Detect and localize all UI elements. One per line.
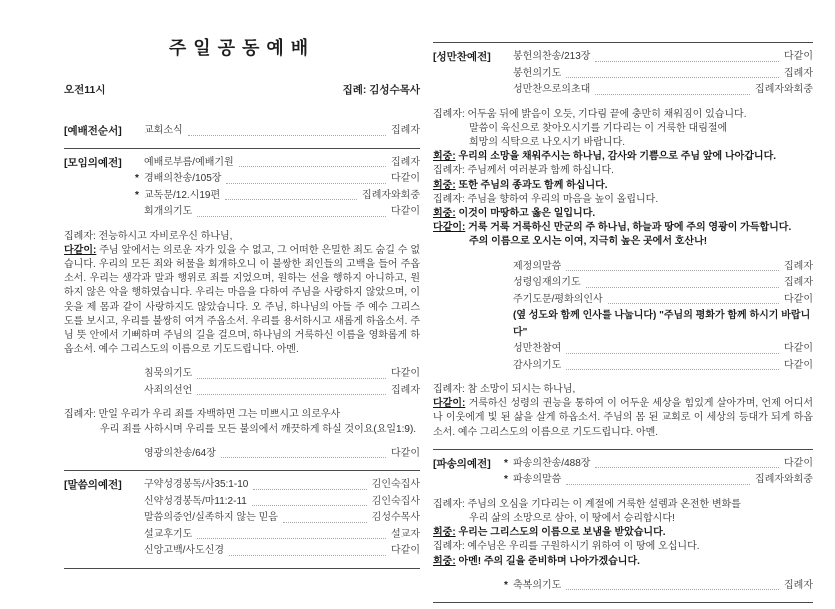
liturgy-line: 회중: 아멘! 주의 길을 준비하며 나아가겠습니다. [433,555,640,567]
order-row [513,66,813,83]
order-role: 설교자 [391,528,420,540]
order-item: 주기도문/평화의인사 [513,293,603,305]
order-item: 축복의기도 [513,579,562,591]
liturgy-line: 우리 죄를 사하시며 우리를 모든 불의에서 깨끗하게 하실 것이요(요일1:9). [100,423,417,435]
order-row [504,472,813,489]
section-label: [파송의예전] [433,457,491,470]
section-label: [예배전순서] [64,125,122,137]
liturgy-paragraph [433,108,813,250]
order-item: 예배로부름/예배기원 [144,156,234,168]
order-row [144,204,420,221]
liturgy-line: 다같이: 주님 앞에서는 의로운 자가 있을 수 없고, 그 어떠한 은밀한 죄도 숨길 수 없습니다. 우리의 모든 죄와 허물을 회개하오니 이 불쌍한 죄인들의 고백을 들어 주옵소서. 우리는 생각과 말과 행위로 죄를 지었으며, 원하는 선을 행하지 아니하고, 원하지 않은 악을 행하였습니다. 우리는 마음을 다하여 주님을 사랑하지 않았으며, 이웃을 제 몸과 같이 사랑하지도 않았습니다. 오 주님, 하나님의 아들 주 예수 그리스도를 보시고, 우리를 불쌍히 여겨 주옵소서. 우리를 용서하시고 새롭게 하옵소서. 주님 뜻 안에서 기뻐하며 주님의 길을 걸으며, 하나님의 거룩하신 이름을 영화롭게 하옵소서. 예수 그리스도의 이름으로 기도드립니다. 아멘. [64,244,420,356]
order-row [144,155,420,172]
order-row [144,543,420,560]
liturgy-line: 집례자: 어두움 뒤에 밝음이 오듯, 기다림 끝에 충만히 채워짐이 있습니다. [433,108,747,120]
order-item: 성령임재의기도 [513,277,581,289]
liturgy-line: 회중: 우리의 소망을 채워주시는 하나님, 감사와 기쁨으로 주님 앞에 나아갑니다. [433,151,777,163]
speaker-label: 집례자: [433,498,465,510]
order-item: 설교후기도 [144,528,193,540]
dotted-leader [221,457,386,458]
liturgy-paragraph [433,383,813,440]
order-role: 집례자와회중 [755,84,813,95]
order-role: 집례자 [784,579,813,591]
order-item: 경배의찬송/105장 [144,173,222,184]
star-bullet: * [504,474,508,486]
speaker-label: 집례자: [433,541,465,553]
order-row [504,456,813,473]
liturgy-line: 우리 삶의 소망으로 삼아, 이 땅에서 승리합시다! [469,513,675,525]
speaker-label: 회중: [433,555,456,567]
order-section [64,446,420,463]
liturgy-line: 희망의 식탁으로 나오시기 바랍니다. [469,136,626,148]
liturgy-line: 주의 이름으로 오시는 이여, 지극히 높은 곳에서 호산나! [469,236,708,248]
dotted-leader [188,135,386,136]
dotted-leader [283,522,367,523]
order-role: 집례자 [391,125,420,136]
order-row [144,123,420,140]
liturgy-line: 회중: 또한 주님의 종과도 함께 하십니다. [433,179,608,191]
order-row [144,494,420,511]
order-rows [504,456,813,489]
order-item: 구약성경봉독/사35:1-10 [144,479,249,491]
order-rows [513,259,813,375]
order-item: 감사의기도 [513,359,562,371]
section-label [64,366,144,399]
section-divider [64,568,420,569]
section-label: [모임의예전] [64,156,122,169]
speaker-label: 다같이: [433,398,466,410]
order-row [144,510,420,527]
order-item: 신약성경봉독/마11:2-11 [144,495,247,507]
order-section [433,259,813,375]
order-role: 집례자와회중 [755,474,813,486]
order-rows [144,477,420,560]
dotted-leader [226,183,386,184]
order-row [513,275,813,292]
order-role: 다같이 [391,368,420,380]
dotted-leader [566,270,779,271]
dotted-leader [566,484,750,485]
order-section [433,578,813,595]
speaker-label: 집례자: [64,230,96,242]
order-row [135,171,420,188]
order-item: 영광의찬송/64장 [144,447,216,459]
dotted-leader [239,166,386,167]
order-role: 다같이 [784,51,813,62]
order-section [64,477,420,560]
order-role: 김인숙집사 [371,479,420,491]
order-item: 봉헌의기도 [513,67,562,79]
liturgy-line: 집례자: 주님을 향하여 우리의 마음을 높이 올립니다. [433,193,659,205]
dotted-leader [229,555,386,556]
order-section [64,155,420,221]
dotted-leader [197,378,386,379]
order-row [144,477,420,494]
liturgy-line: 집례자: 만일 우리가 우리 죄를 자백하면 그는 미쁘시고 의로우사 [64,409,341,421]
order-row [144,366,420,383]
speaker-label: 집례자: [433,384,465,396]
order-role: 집례자와회중 [362,189,420,201]
liturgy-line: 집례자: 주님께서 여러분과 함께 하십니다. [433,165,614,177]
section-label: [말씀의예전] [64,479,122,492]
speaker-label: 다같이: [433,222,466,234]
order-role: 다같이 [784,457,813,469]
order-row [135,188,420,205]
order-row [513,341,813,358]
liturgy-line: 다같이: 거룩하신 성령의 권능을 통하여 이 어두운 세상을 힘있게 살아가며, 언제 어디서나 이웃에게 빛 된 삶을 살게 하옵소서. 주님의 몸 된 교회로 이 세상의 등대가 되게 하옵소서. 예수 그리스도의 이름으로 기도드립니다. 아멘. [433,398,814,438]
order-item: 파송의말씀 [513,474,562,486]
dotted-leader [225,199,357,200]
dotted-leader [566,77,779,78]
order-row [513,358,813,375]
dotted-leader [197,216,386,217]
liturgy-paragraph [64,408,420,436]
speaker-label: 집례자: [433,165,465,177]
liturgy-paragraph [433,498,813,569]
order-role: 김인숙집사 [371,495,420,507]
order-row [504,578,813,595]
right-blocks [433,42,813,603]
document-title: 주일공동예배 [168,38,316,58]
right-column [433,34,813,609]
section-divider [433,42,813,43]
order-row [513,82,813,99]
order-role: 다같이 [784,293,813,305]
order-item: 신앙고백/사도신경 [144,545,225,557]
left-blocks [64,123,420,569]
section-divider [433,602,813,603]
order-rows [504,578,813,595]
liturgy-line: 말씀이 육신으로 찾아오시기를 기다리는 이 거룩한 대림절에 [469,122,728,134]
order-item: 사죄의선언 [144,384,193,396]
liturgy-line: 집례자: 전능하시고 자비로우신 하나님, [64,230,233,242]
order-rows [144,446,420,463]
dotted-leader [197,394,386,395]
dotted-leader [595,467,779,468]
order-role: 집례자 [784,277,813,289]
order-role: 다같이 [391,206,420,217]
section-divider [64,148,420,149]
order-item: 교회소식 [144,125,183,136]
dotted-leader [608,303,779,304]
speaker-label: 회중: [433,207,456,219]
order-item: 봉헌의찬송/213장 [513,51,591,62]
speaker-label: 회중: [433,151,456,163]
order-role: 집례자 [391,156,420,168]
order-section [64,123,420,140]
liturgy-line: 집례자: 주님의 오심을 기다리는 이 계절에 거룩한 설렘과 온전한 변화를 [433,498,741,510]
order-item: 말씀의증언/실족하지 않는 믿음 [144,512,278,524]
left-column [64,28,420,575]
order-item: 제정의말씀 [513,260,562,272]
speaker-label: 회중: [433,527,456,539]
order-role: 집례자 [391,384,420,396]
star-bullet: * [135,173,139,184]
order-role: 다같이 [391,173,420,184]
service-meta [64,82,420,97]
dotted-leader [253,489,366,490]
order-role: 집례자 [784,67,813,79]
star-bullet: * [135,189,139,201]
dotted-leader [595,61,779,62]
order-item: 침묵의기도 [144,368,193,380]
order-row [513,292,813,309]
order-row [144,383,420,400]
dotted-leader [566,369,779,370]
officiant-label: 집례: 김성수목사 [342,84,420,96]
order-item: 회개의기도 [144,206,193,217]
speaker-label: 집례자: [433,108,465,120]
star-bullet: * [504,579,508,591]
liturgy-line: 집례자: 예수님은 우리를 구원하시기 위하여 이 땅에 오십니다. [433,541,700,553]
order-role: 다같이 [784,359,813,371]
dotted-leader [197,538,386,539]
order-rows [144,366,420,399]
order-rows [135,155,420,221]
order-note: (옆 성도와 함께 인사를 나눕니다) "주님의 평화가 함께 하시기 바랍니다" [513,310,811,338]
order-section [433,49,813,99]
order-rows [513,49,813,99]
liturgy-line: 회중: 이것이 마땅하고 옳은 일입니다. [433,207,596,219]
section-label [433,259,513,375]
liturgy-line: 회중: 우리는 그리스도의 이름으로 보냄을 받았습니다. [433,527,666,539]
section-divider [433,449,813,450]
section-label [64,446,144,463]
order-item: 파송의찬송/488장 [513,457,591,469]
order-rows [144,123,420,140]
liturgy-paragraph [64,230,420,358]
order-row [144,527,420,544]
service-time: 오전11시 [64,84,106,96]
dotted-leader [595,94,750,95]
dotted-leader [252,505,367,506]
order-role: 집례자 [784,260,813,272]
speaker-label: 회중: [433,179,456,191]
order-role: 다같이 [391,545,420,557]
dotted-leader [566,353,779,354]
order-item: 성만찬으로의초대 [513,84,591,95]
order-section [64,366,420,399]
speaker-label: 집례자: [64,409,96,421]
order-item: 성만찬참여 [513,343,562,355]
order-section [433,456,813,489]
speaker-label: 집례자: [433,193,465,205]
order-row [513,259,813,276]
dotted-leader [586,287,779,288]
order-role: 김성수목사 [371,512,420,524]
section-divider [64,470,420,471]
order-role: 다같이 [784,343,813,355]
order-item: 교독문/12.시19편 [144,189,221,201]
order-row [513,49,813,66]
liturgy-line: 다같이: 거룩 거룩 거룩하신 만군의 주 하나님, 하늘과 땅에 주의 영광이 가득합니다. [433,222,792,234]
section-label: [성만찬예전] [433,51,491,63]
order-row [144,446,420,463]
section-label [433,578,513,595]
speaker-label: 다같이: [64,244,97,256]
star-bullet: * [504,457,508,469]
liturgy-line: 집례자: 참 소망이 되시는 하나님, [433,384,576,396]
order-role: 다같이 [391,447,420,459]
